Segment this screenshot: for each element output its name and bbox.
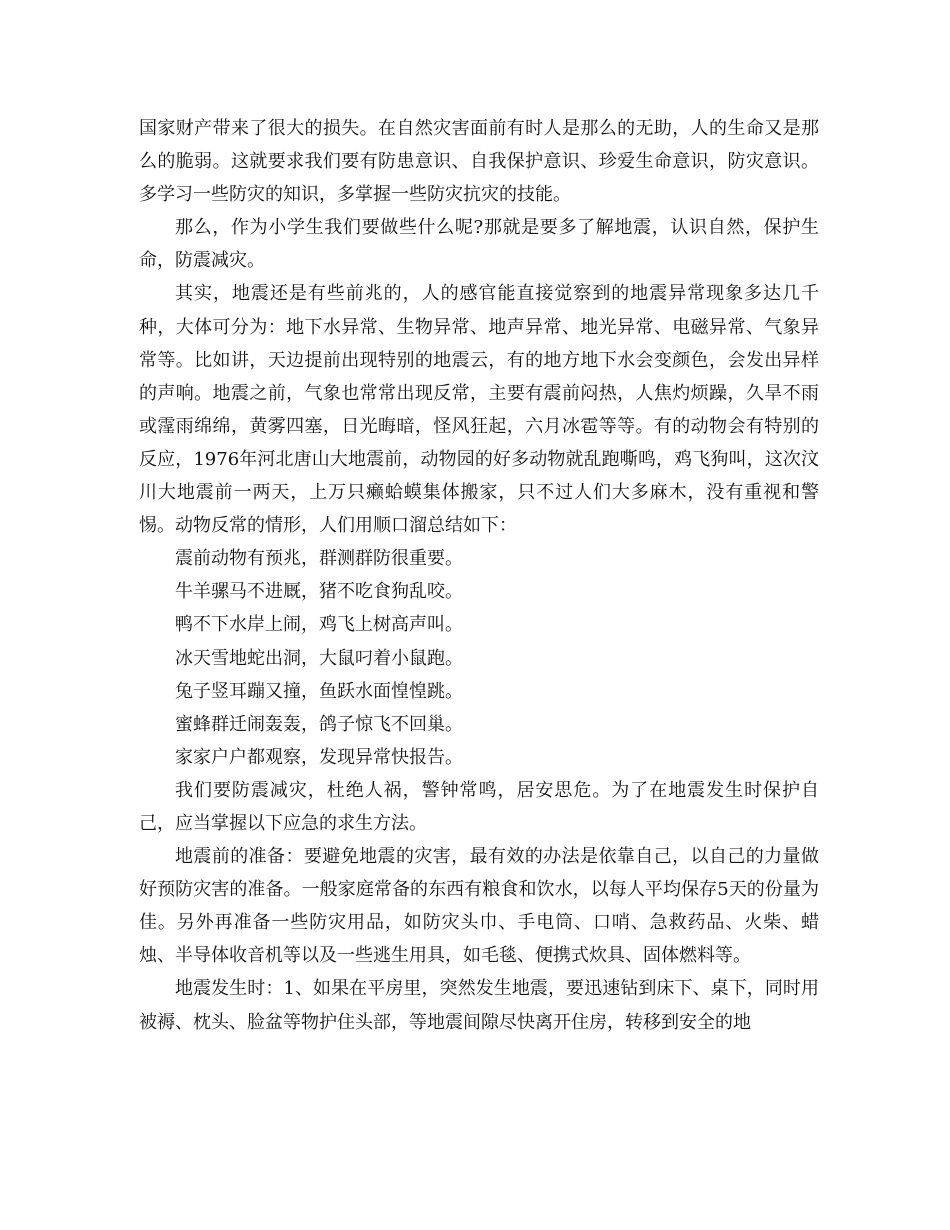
rhyme-line: 震前动物有预兆，群测群防很重要。 (175, 548, 463, 570)
rhyme-line: 牛羊骡马不进厩，猪不吃食狗乱咬。 (175, 581, 463, 603)
rhyme-line: 兔子竖耳蹦又撞，鱼跃水面惶惶跳。 (175, 680, 463, 702)
paragraph-what-students-do: 那么，作为小学生我们要做些什么呢?那就是要多了解地震，认识自然，保护生命，防震减灾。 (139, 217, 819, 272)
rhyme-line: 冰天雪地蛇出洞，大鼠叼着小鼠跑。 (175, 647, 463, 669)
paragraph-during-earthquake: 地震发生时：1、如果在平房里，突然发生地震，要迅速钻到床下、桌下，同时用被褥、枕头、脸盆等物护住头部，等地震间隙尽快离开住房，转移到安全的地 (139, 978, 819, 1033)
rhyme-line: 家家户户都观察，发现异常快报告。 (175, 746, 463, 768)
paragraph-continuation: 国家财产带来了很大的损失。在自然灾害面前有时人是那么的无助，人的生命又是那么的脆弱。这就要求我们要有防患意识、自我保护意识、珍爱生命意识，防灾意识。多学习一些防灾的知识，多掌握一些防灾抗灾的技能。 (139, 118, 819, 206)
paragraph-earthquake-precursors: 其实，地震还是有些前兆的，人的感官能直接觉察到的地震异常现象多达几千种，大体可分为：地下水异常、生物异常、地声异常、地光异常、电磁异常、气象异常等。比如讲，天边提前出现特别的地震云，有的地方地下水会变颜色，会发出异样的声响。地震之前，气象也常常出现反常，主要有震前闷热，人焦灼烦躁，久旱不雨或霪雨绵绵，黄雾四塞，日光晦暗，怪风狂起，六月冰雹等等。有的动物会有特别的反应，1976年河北唐山大地震前，动物园的好多动物就乱跑嘶鸣，鸡飞狗叫，这次汶川大地震前一两天，上万只癞蛤蟆集体搬家，只不过人们大多麻木，没有重视和警惕。动物反常的情形，人们用顺口溜总结如下： (139, 283, 819, 537)
paragraph-disaster-prevention: 我们要防震减灾，杜绝人祸，警钟常鸣，居安思危。为了在地震发生时保护自己，应当掌握以下应急的求生方法。 (139, 779, 819, 834)
paragraph-before-earthquake: 地震前的准备：要避免地震的灾害，最有效的办法是依靠自己，以自己的力量做好预防灾害的准备。一般家庭常备的东西有粮食和饮水，以每人平均保存5天的份量为佳。另外再准备一些防灾用品，如防灾头巾、手电筒、口哨、急救药品、火柴、蜡烛、半导体收音机等以及一些逃生用具，如毛毯、便携式炊具、固体燃料等。 (139, 846, 819, 967)
document-body (139, 112, 819, 1039)
rhyme-line: 蜜蜂群迁闹轰轰，鸽子惊飞不回巢。 (175, 713, 463, 735)
rhyme-line: 鸭不下水岸上闹，鸡飞上树高声叫。 (175, 614, 463, 636)
